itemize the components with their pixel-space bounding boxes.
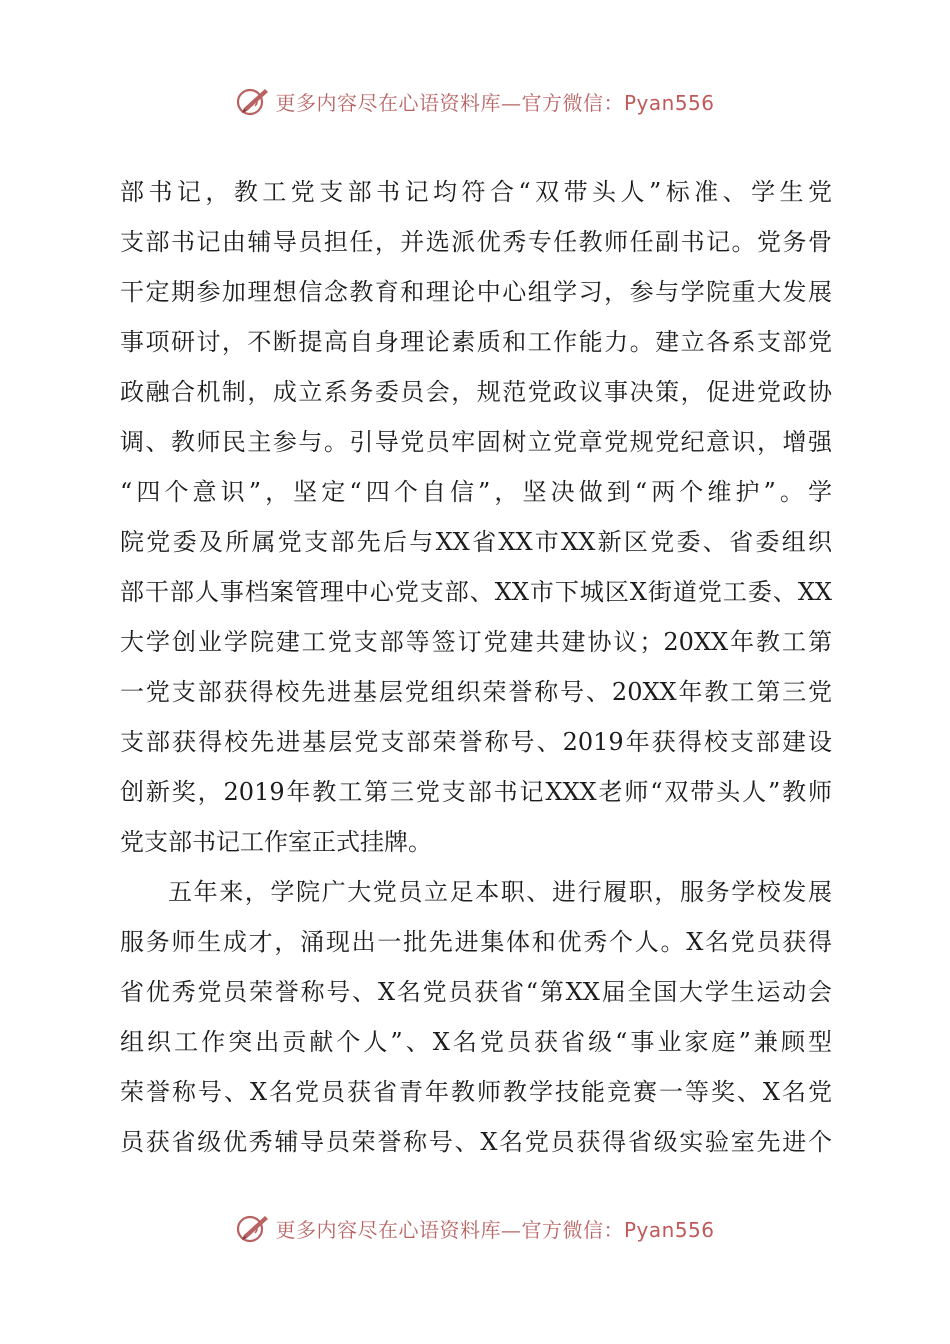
footer-watermark — [0, 1210, 950, 1250]
paragraph-line: 五年来，学院广大党员立足本职、进行履职，服务学校发展 — [168, 878, 832, 906]
paragraph-line: 大学创业学院建工党支部等签订党建共建协议；20XX年教工第 — [120, 628, 832, 656]
paragraph-line: “四个意识”，坚定“四个自信”，坚决做到“两个维护”。学 — [120, 478, 832, 506]
document-body — [120, 167, 832, 1167]
paragraph-line: 一党支部获得校先进基层党组织荣誉称号、20XX年教工第三党 — [120, 678, 832, 706]
paragraph-line: 创新奖，2019年教工第三党支部书记XXX老师“双带头人”教师 — [120, 778, 832, 806]
paragraph-line: 党支部书记工作室正式挂牌。 — [120, 828, 432, 856]
watermark-text: 更多内容尽在心语资料库—官方微信：Pyan556 — [275, 91, 715, 116]
paragraph-line: 调、教师民主参与。引导党员牢固树立党章党规党纪意识，增强 — [120, 428, 832, 456]
paragraph-line: 服务师生成才，涌现出一批先进集体和优秀个人。X名党员获得 — [120, 928, 832, 956]
paragraph-line: 事项研讨，不断提高自身理论素质和工作能力。建立各系支部党 — [120, 328, 832, 356]
header-watermark — [0, 83, 950, 123]
paragraph-line: 支部获得校先进基层党支部荣誉称号、2019年获得校支部建设 — [120, 728, 832, 756]
paragraph-line: 省优秀党员荣誉称号、X名党员获省“第XX届全国大学生运动会 — [120, 978, 832, 1006]
pen-logo-icon — [235, 1211, 273, 1245]
paragraph-line: 组织工作突出贡献个人”、X名党员获省级“事业家庭”兼顾型 — [120, 1028, 832, 1056]
paragraph-line: 政融合机制，成立系务委员会，规范党政议事决策，促进党政协 — [120, 378, 832, 406]
paragraph-line: 干定期参加理想信念教育和理论中心组学习，参与学院重大发展 — [120, 278, 832, 306]
paragraph-line: 部书记，教工党支部书记均符合“双带头人”标准、学生党 — [120, 178, 832, 206]
pen-logo-icon — [235, 84, 273, 118]
watermark-text: 更多内容尽在心语资料库—官方微信：Pyan556 — [275, 1218, 715, 1243]
paragraph-line: 支部书记由辅导员担任，并选派优秀专任教师任副书记。党务骨 — [120, 228, 832, 256]
paragraph-line: 院党委及所属党支部先后与XX省XX市XX新区党委、省委组织 — [120, 528, 832, 556]
paragraph-line: 部干部人事档案管理中心党支部、XX市下城区X街道党工委、XX — [120, 578, 832, 606]
paragraph-line: 员获省级优秀辅导员荣誉称号、X名党员获得省级实验室先进个 — [120, 1128, 832, 1156]
paragraph-line: 荣誉称号、X名党员获省青年教师教学技能竞赛一等奖、X名党 — [120, 1078, 832, 1106]
